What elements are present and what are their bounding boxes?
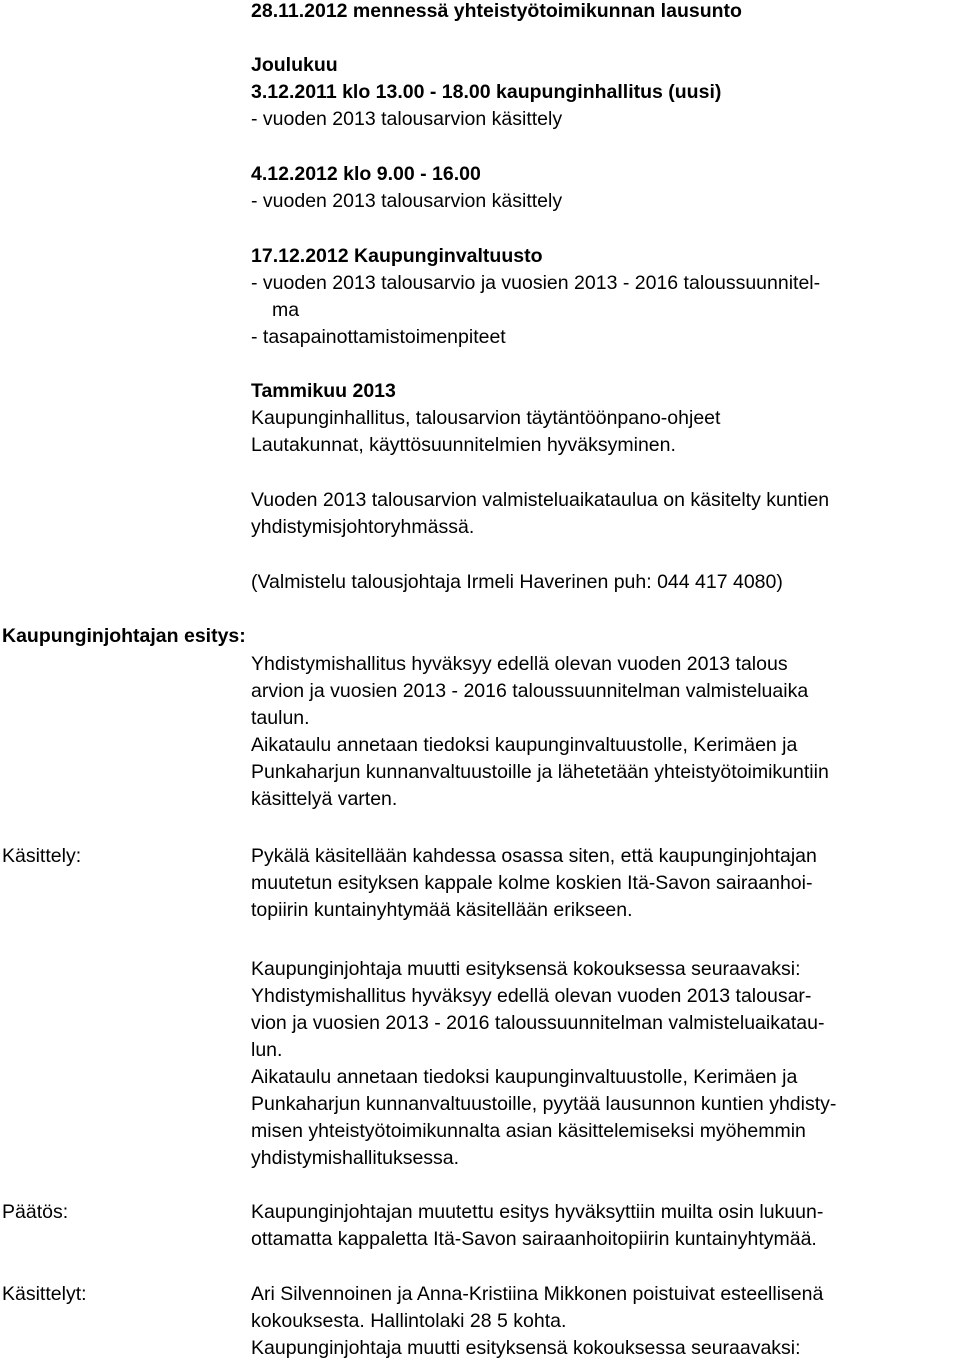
schedule-item-2-detail: - vuoden 2013 talousarvion käsittely	[251, 190, 563, 212]
proposal-line: käsittelyä varten.	[251, 788, 398, 810]
note-line-1: Vuoden 2013 talousarvion valmisteluaikataulua on käsitelty kuntien	[251, 489, 830, 511]
top-heading: 28.11.2012 mennessä yhteistyötoimikunnan lausunto	[251, 0, 742, 22]
processing-line: Aikataulu annetaan tiedoksi kaupunginvaltuustolle, Kerimäen ja	[251, 1066, 798, 1088]
processing-line: Yhdistymishallitus hyväksyy edellä olevan vuoden 2013 talousar-	[251, 985, 812, 1007]
processing-line: lun.	[251, 1039, 283, 1061]
schedule-item-3-detail-2: - tasapainottamistoimenpiteet	[251, 326, 506, 348]
processings-line: Kaupunginjohtaja muutti esityksensä kokouksessa seuraavaksi:	[251, 1337, 801, 1359]
processing-line: Pykälä käsitellään kahdessa osassa siten, että kaupunginjohtajan	[251, 845, 817, 867]
processings-label: Käsittelyt:	[2, 1283, 87, 1305]
note-line-2: yhdistymisjohtoryhmässä.	[251, 516, 475, 538]
processing-label: Käsittely:	[2, 845, 82, 867]
schedule-item-1-title: 3.12.2011 klo 13.00 - 18.00 kaupunginhallitus (uusi)	[251, 81, 722, 103]
preparer-note: (Valmistelu talousjohtaja Irmeli Haverinen puh: 044 417 4080)	[251, 571, 783, 593]
schedule-item-3-detail-1: - vuoden 2013 talousarvio ja vuosien 2013 - 2016 taloussuunnitel-	[251, 272, 821, 294]
month-heading-january: Tammikuu 2013	[251, 380, 396, 402]
processing-line: vion ja vuosien 2013 - 2016 taloussuunnitelman valmisteluaikatau-	[251, 1012, 825, 1034]
proposal-line: arvion ja vuosien 2013 - 2016 taloussuunnitelman valmisteluaika	[251, 680, 809, 702]
schedule-item-2-title: 4.12.2012 klo 9.00 - 16.00	[251, 163, 481, 185]
processing-line: misen yhteistyötoimikunnalta asian käsittelemiseksi myöhemmin	[251, 1120, 806, 1142]
decision-line: ottamatta kappaletta Itä-Savon sairaanhoitopiirin kuntainyhtymää.	[251, 1228, 817, 1250]
processing-line: Kaupunginjohtaja muutti esityksensä kokouksessa seuraavaksi:	[251, 958, 801, 980]
schedule-item-1-detail: - vuoden 2013 talousarvion käsittely	[251, 108, 563, 130]
processing-line: muutetun esityksen kappale kolme koskien Itä-Savon sairaanhoi-	[251, 872, 813, 894]
processing-line: yhdistymishallituksessa.	[251, 1147, 460, 1169]
processing-line: topiirin kuntainyhtymää käsitellään erikseen.	[251, 899, 633, 921]
proposal-line: Aikataulu annetaan tiedoksi kaupunginvaltuustolle, Kerimäen ja	[251, 734, 798, 756]
processings-line: Ari Silvennoinen ja Anna-Kristiina Mikkonen poistuivat esteellisenä	[251, 1283, 824, 1305]
schedule-item-3-title: 17.12.2012 Kaupunginvaltuusto	[251, 245, 543, 267]
proposal-label: Kaupunginjohtajan esitys:	[2, 625, 246, 647]
processing-line: Punkaharjun kunnanvaltuustoille, pyytää lausunnon kuntien yhdisty-	[251, 1093, 837, 1115]
processings-line: kokouksesta. Hallintolaki 28 5 kohta.	[251, 1310, 567, 1332]
schedule-item-3-detail-1-cont: ma	[272, 299, 300, 321]
month-heading-december: Joulukuu	[251, 54, 338, 76]
proposal-line: Yhdistymishallitus hyväksyy edellä olevan vuoden 2013 talous	[251, 653, 788, 675]
january-line-2: Lautakunnat, käyttösuunnitelmien hyväksyminen.	[251, 434, 676, 456]
decision-label: Päätös:	[2, 1201, 69, 1223]
january-line-1: Kaupunginhallitus, talousarvion täytäntöönpano-ohjeet	[251, 407, 721, 429]
proposal-line: Punkaharjun kunnanvaltuustoille ja lähetetään yhteistyötoimikuntiin	[251, 761, 829, 783]
decision-line: Kaupunginjohtajan muutettu esitys hyväksyttiin muilta osin lukuun-	[251, 1201, 824, 1223]
proposal-line: taulun.	[251, 707, 310, 729]
